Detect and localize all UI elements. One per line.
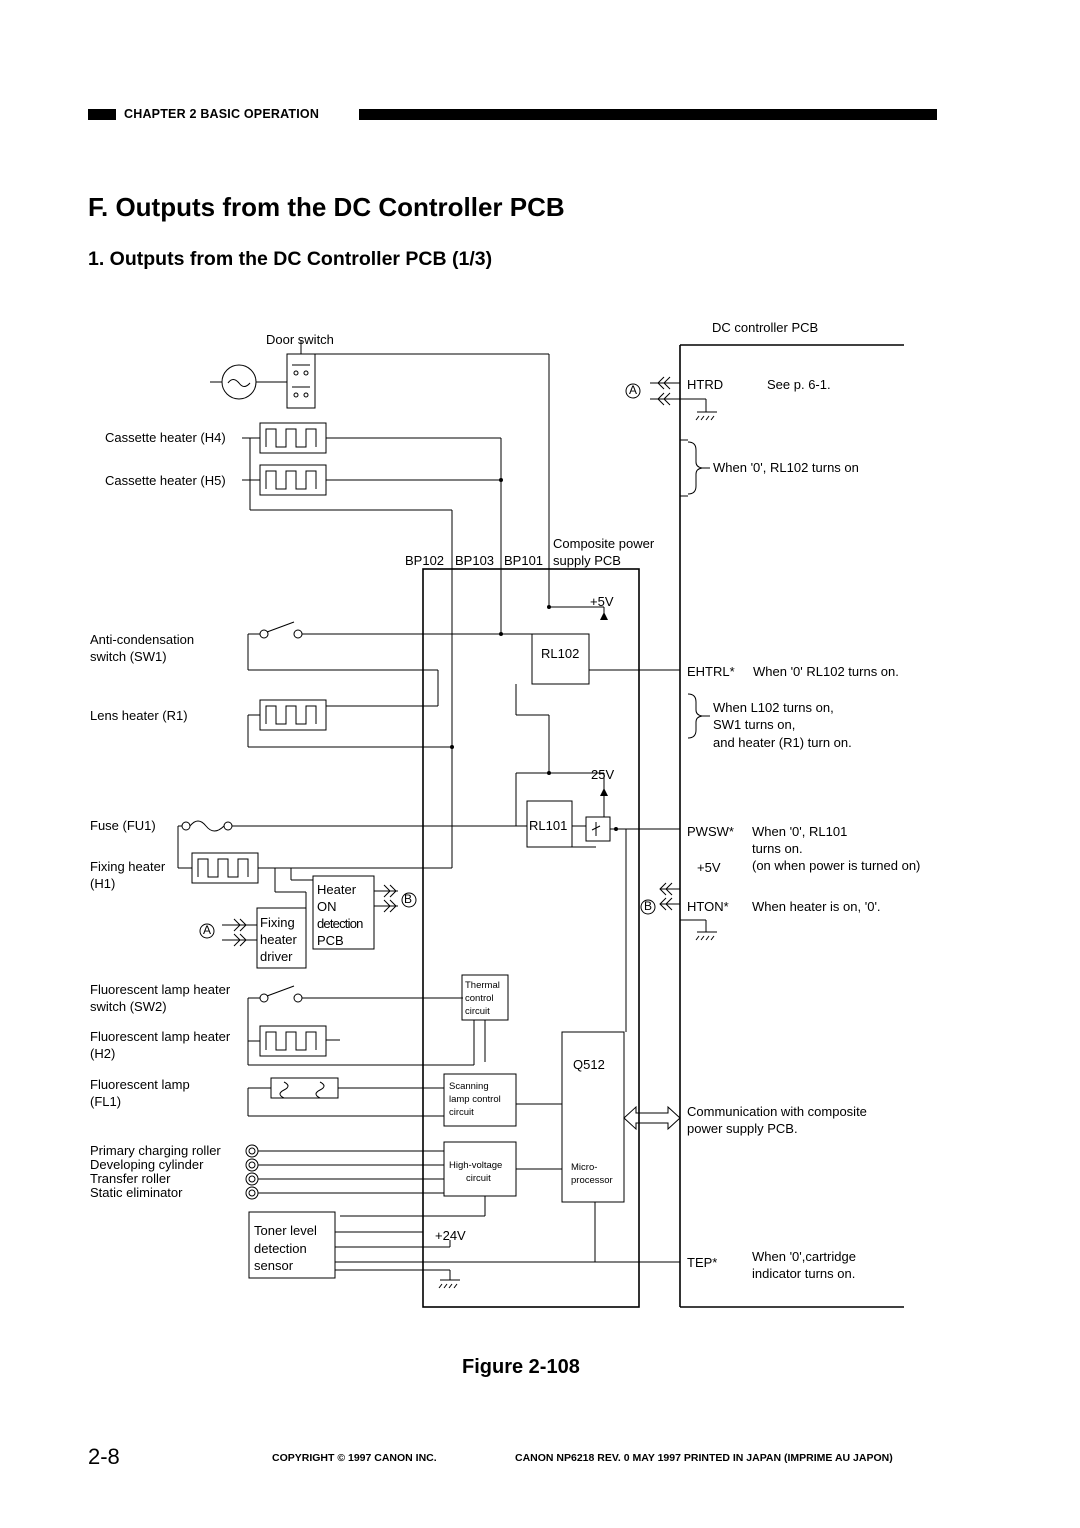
door-switch-label: Door switch: [266, 332, 334, 347]
rl102-desc: When '0', RL102 turns on: [713, 460, 859, 475]
composite-pcb-label-1: Composite power: [553, 536, 655, 551]
comm-desc-2: power supply PCB.: [687, 1121, 798, 1136]
fluor-lamp-label-2: (FL1): [90, 1094, 122, 1109]
lens-heater-label: Lens heater (R1): [90, 708, 188, 723]
roller-label-4: Static eliminator: [90, 1185, 183, 1200]
bp103-label: BP103: [455, 553, 495, 568]
plus5v-b-label: +5V: [697, 860, 721, 875]
micro-label-1: Micro-: [571, 1162, 598, 1173]
toner-label-3: sensor: [254, 1258, 294, 1273]
ehtrl-signal: EHTRL*: [687, 664, 735, 679]
composite-pcb-label-2: supply PCB: [553, 553, 621, 568]
l102-desc-3: and heater (R1) turn on.: [713, 735, 852, 750]
hton-desc: When heater is on, '0'.: [752, 899, 881, 914]
section-title: F. Outputs from the DC Controller PCB: [88, 192, 565, 222]
micro-label-2: processor: [571, 1175, 613, 1186]
thermal-label-2: control: [465, 993, 494, 1004]
connector-b-right: B: [644, 899, 653, 913]
scanning-label-2: lamp control: [449, 1094, 501, 1105]
q512-label: Q512: [573, 1057, 605, 1072]
fixing-driver-label-2: heater: [260, 932, 297, 947]
bp102-label: BP102: [405, 553, 445, 568]
tep-signal: TEP*: [687, 1255, 718, 1270]
l102-desc-1: When L102 turns on,: [713, 700, 834, 715]
pwsw-desc-2: turns on.: [752, 841, 803, 856]
heater-on-pcb-label-4: PCB: [317, 933, 344, 948]
scanning-label-3: circuit: [449, 1107, 474, 1118]
v24-label: +24V: [435, 1228, 466, 1243]
roller-label-2: Developing cylinder: [90, 1157, 204, 1172]
heater-on-pcb-label-3: detection: [317, 916, 363, 931]
pwsw-desc-1: When '0', RL101: [752, 824, 848, 839]
thermal-label-1: Thermal: [465, 980, 500, 991]
bp101-label: BP101: [504, 553, 544, 568]
htrd-desc: See p. 6-1.: [767, 377, 831, 392]
toner-label-1: Toner level: [254, 1223, 317, 1238]
footer-edition: CANON NP6218 REV. 0 MAY 1997 PRINTED IN JAPAN (IMPRIME AU JAPON): [515, 1452, 893, 1464]
connector-b-left: B: [404, 892, 413, 906]
hton-signal: HTON*: [687, 899, 729, 914]
fixing-driver-label-3: driver: [260, 949, 293, 964]
thermal-label-3: circuit: [465, 1006, 490, 1017]
fluor-lamp-label-1: Fluorescent lamp: [90, 1077, 190, 1092]
chapter-heading: CHAPTER 2 BASIC OPERATION: [124, 107, 320, 121]
fixing-heater-label-2: (H1): [90, 876, 116, 891]
scanning-label-1: Scanning: [449, 1081, 489, 1092]
heater-on-pcb-label-2: ON: [317, 899, 337, 914]
connector-a-left: A: [203, 923, 212, 937]
rl101-label: RL101: [529, 818, 568, 833]
htrd-signal: HTRD: [687, 377, 724, 392]
cassette-heater-h4-label: Cassette heater (H4): [105, 430, 226, 445]
connector-a-right: A: [629, 383, 638, 397]
tep-desc-1: When '0',cartridge: [752, 1249, 856, 1264]
plus5v-label: +5V: [590, 594, 614, 609]
page-number: 2-8: [88, 1444, 120, 1469]
fixing-driver-label-1: Fixing: [260, 915, 295, 930]
tep-desc-2: indicator turns on.: [752, 1266, 856, 1281]
fluor-heater-label-2: (H2): [90, 1046, 116, 1061]
fluor-switch-label-1: Fluorescent lamp heater: [90, 982, 231, 997]
subsection-title: 1. Outputs from the DC Controller PCB (1/3): [88, 248, 493, 270]
heater-on-pcb-label-1: Heater: [317, 882, 357, 897]
fluor-heater-label-1: Fluorescent lamp heater: [90, 1029, 231, 1044]
roller-label-3: Transfer roller: [90, 1171, 171, 1186]
dc-controller-label: DC controller PCB: [712, 320, 819, 335]
v25-label: 25V: [591, 767, 615, 782]
rl102-label: RL102: [541, 646, 580, 661]
fluor-switch-label-2: switch (SW2): [90, 999, 167, 1014]
hv-label-2: circuit: [466, 1173, 491, 1184]
l102-desc-2: SW1 turns on,: [713, 717, 796, 732]
comm-desc-1: Communication with composite: [687, 1104, 867, 1119]
roller-label-1: Primary charging roller: [90, 1143, 221, 1158]
toner-label-2: detection: [254, 1241, 307, 1256]
cassette-heater-h5-label: Cassette heater (H5): [105, 473, 226, 488]
footer-copyright: COPYRIGHT © 1997 CANON INC.: [272, 1452, 437, 1464]
ehtrl-desc: When '0' RL102 turns on.: [753, 664, 899, 679]
figure-label: Figure 2-108: [462, 1356, 580, 1378]
anti-cond-label-1: Anti-condensation: [90, 632, 195, 647]
hv-label-1: High-voltage: [449, 1160, 503, 1171]
fixing-heater-label-1: Fixing heater: [90, 859, 166, 874]
pwsw-desc-3: (on when power is turned on): [752, 858, 921, 873]
fuse-label: Fuse (FU1): [90, 818, 156, 833]
pwsw-signal: PWSW*: [687, 824, 734, 839]
anti-cond-label-2: switch (SW1): [90, 649, 167, 664]
